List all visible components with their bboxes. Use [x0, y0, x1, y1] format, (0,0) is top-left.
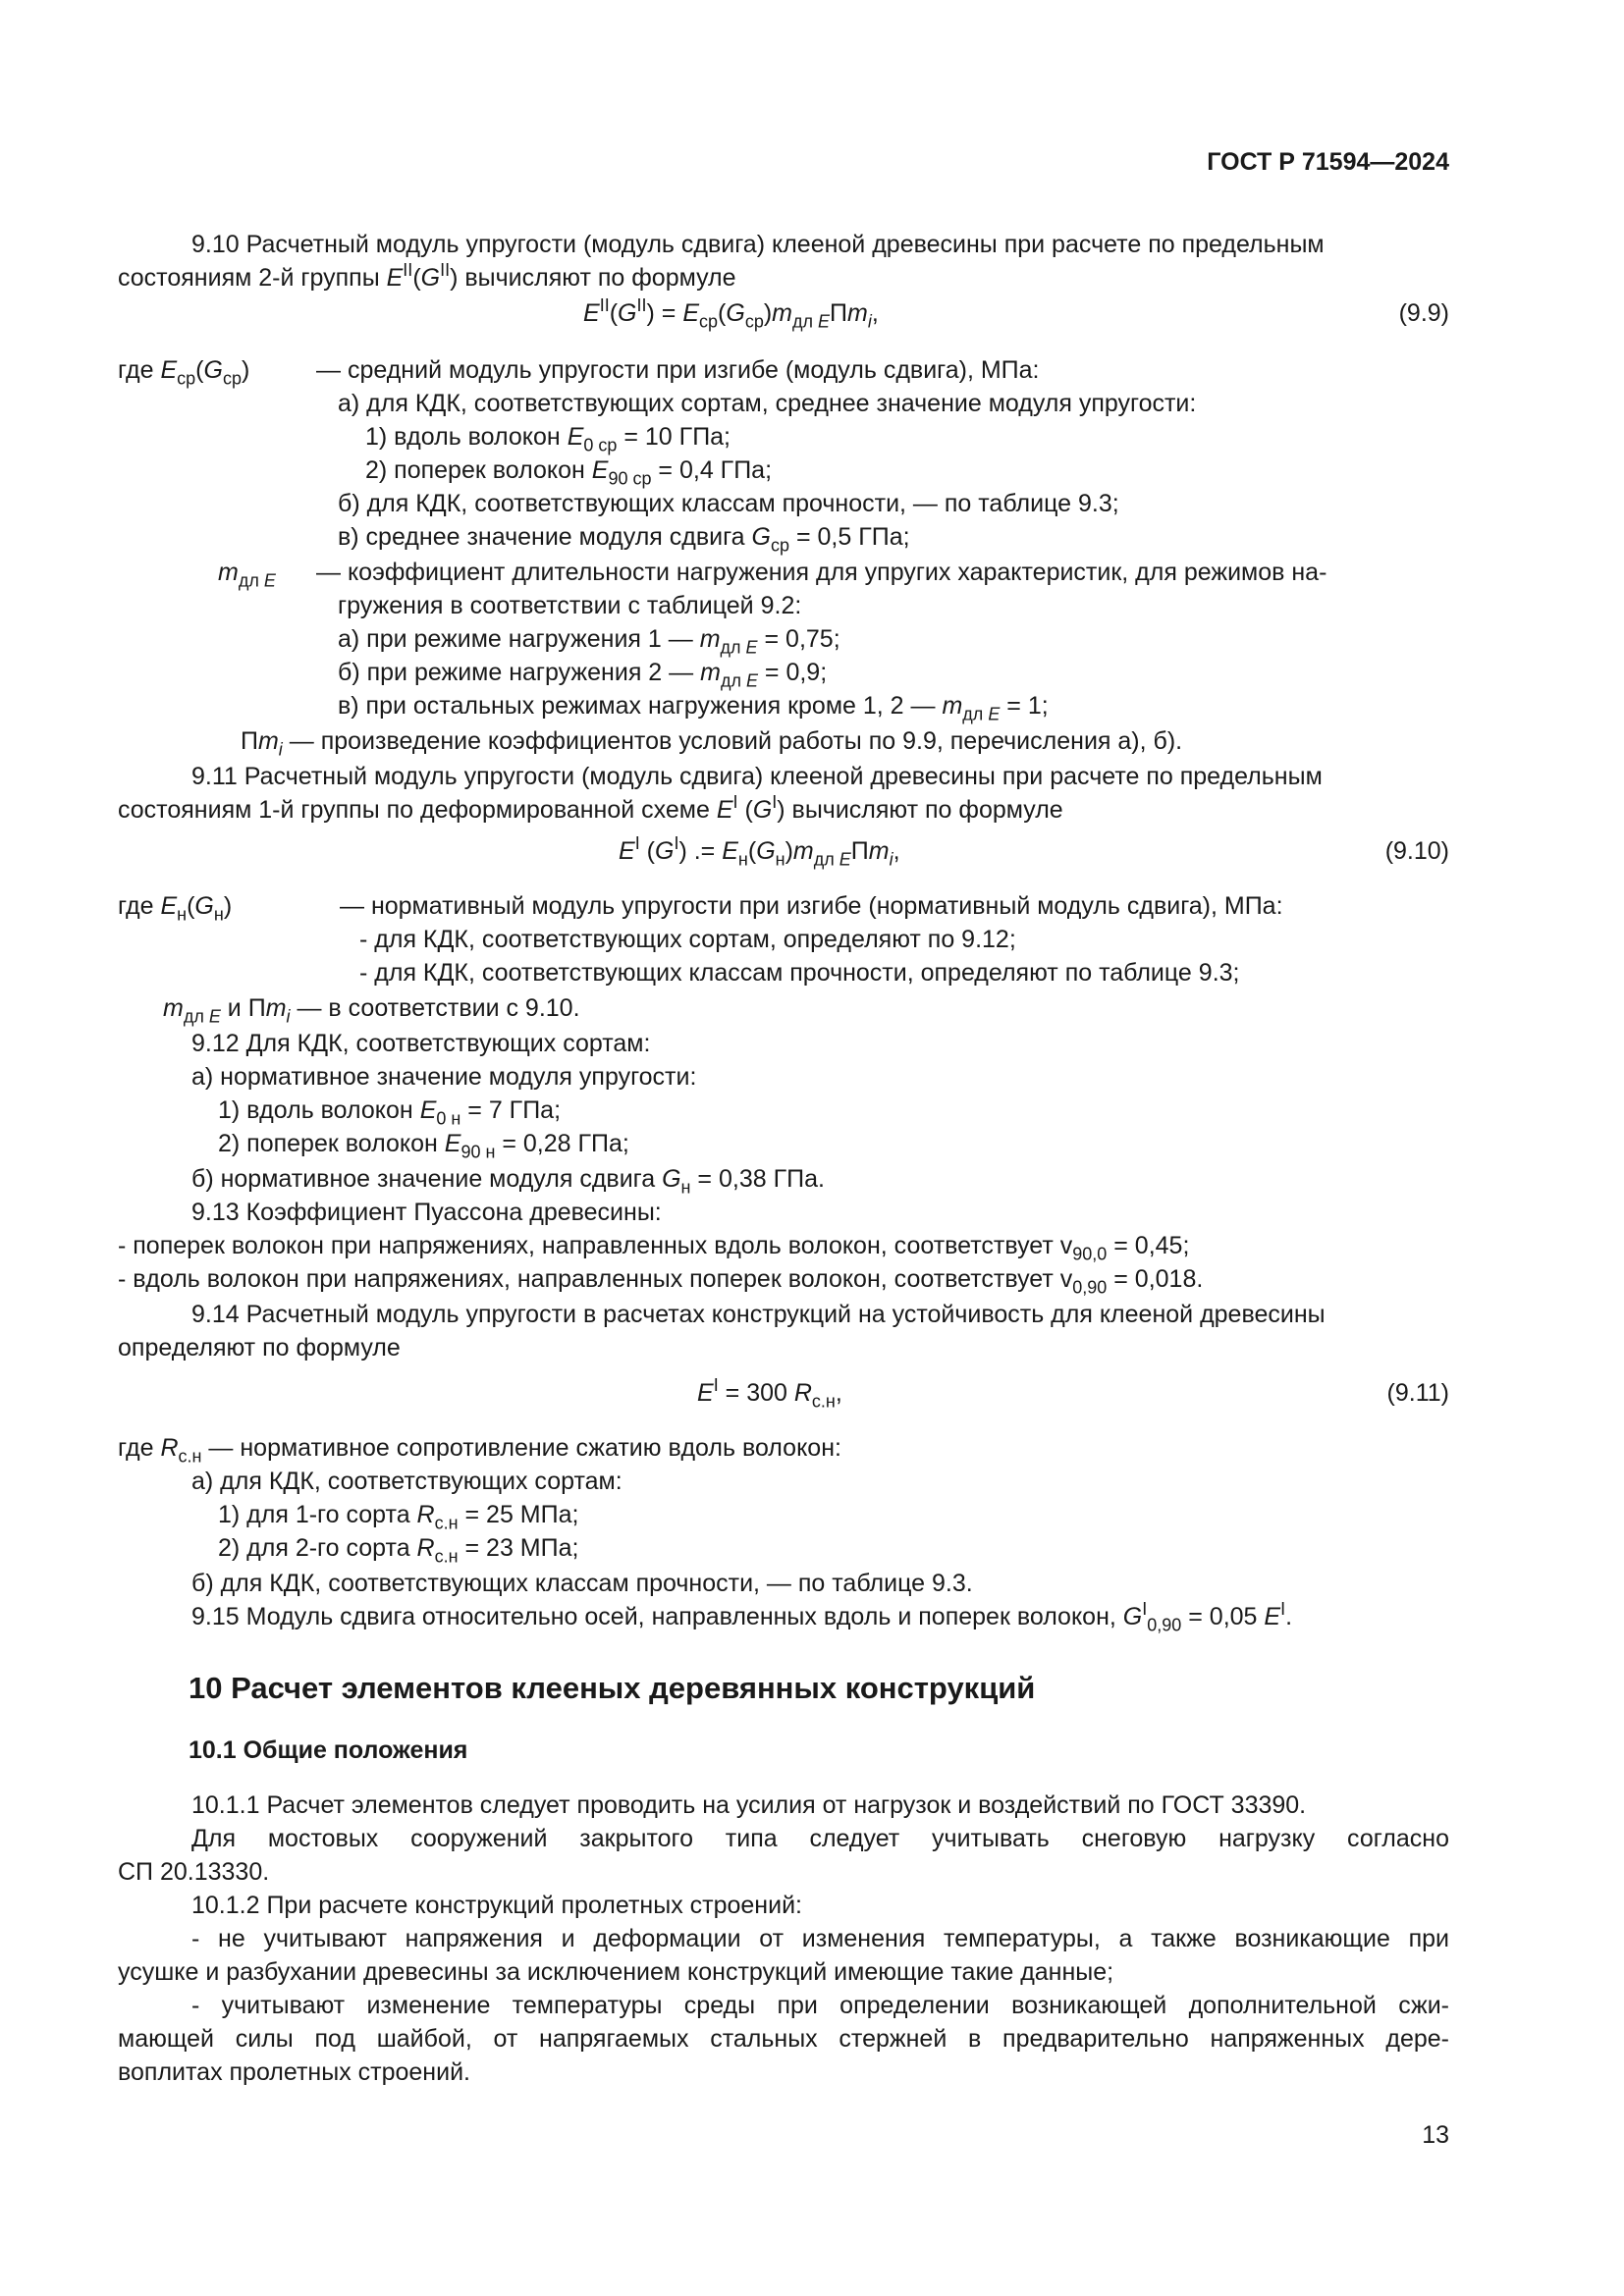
s911-def1a: - для КДК, соответствующих сортам, определяют по 9.12;	[359, 926, 1016, 953]
s10-p5-line1: - учитывают изменение температуры среды при определении возникающей дополнительной сжи-	[191, 1992, 1449, 2019]
s10-p5-line2: мающей силы под шайбой, от напрягаемых стальных стержней в предварительно напряженных дере-	[118, 2025, 1449, 2053]
s914-line1: 9.14 Расчетный модуль упругости в расчетах конструкций на устойчивость для клееной древесины	[191, 1301, 1326, 1328]
s10-p4-line1: - не учитывают напряжения и деформации от изменения температуры, а также возникающие при	[191, 1925, 1449, 1952]
s910-def2-cont: гружения в соответствии с таблицей 9.2:	[338, 592, 802, 619]
equation-number-9-9: (9.9)	[1398, 299, 1449, 327]
s912-line1: 9.12 Для КДК, соответствующих сортам:	[191, 1030, 651, 1057]
s910-def2: — коэффициент длительности нагружения для упругих характеристик, для режимов на-	[316, 559, 1327, 586]
section-10-title: 10 Расчет элементов клееных деревянных конструкций	[189, 1671, 1036, 1705]
s910-def1a1: 1) вдоль волокон $E_{0 ср} = 10$ ГПа;	[365, 423, 731, 455]
s913-a: - поперек волокон при напряжениях, направленных вдоль волокон, соответствует $v_{90,0} = 0,45$;	[118, 1232, 1190, 1264]
s914-b: б) для КДК, соответствующих классам прочности, — по таблице 9.3.	[191, 1570, 973, 1597]
s910-def2c: в) при остальных режимах нагружения кроме 1, 2 — $m_{дл E} = 1$;	[338, 692, 1049, 724]
s910-def1b: б) для КДК, соответствующих классам прочности, — по таблице 9.3;	[338, 490, 1119, 517]
s910-def2a: а) при режиме нагружения 1 — $m_{дл E} = 0,75$;	[338, 625, 840, 658]
s914-a: а) для КДК, соответствующих сортам:	[191, 1468, 623, 1495]
s10-p3: 10.1.2 При расчете конструкций пролетных строений:	[191, 1892, 802, 1919]
s10-p5-line3: воплитах пролетных строений.	[118, 2058, 470, 2086]
s911-line1: 9.11 Расчетный модуль упругости (модуль сдвига) клееной древесины при расчете по предельным	[191, 763, 1323, 790]
s10-p1: 10.1.1 Расчет элементов следует проводить на усилия от нагрузок и воздействий по ГОСТ 33390.	[191, 1791, 1307, 1819]
page-number: 13	[1422, 2121, 1449, 2149]
s912-a1: 1) вдоль волокон $E_{0 н} = 7$ ГПа;	[218, 1096, 562, 1129]
s911-def1b: - для КДК, соответствующих классам прочности, определяют по таблице 9.3;	[359, 959, 1240, 987]
formula-9-11: $E^I = 300$ $R_{с.н}$,	[697, 1375, 842, 1412]
s910-line1: 9.10 Расчетный модуль упругости (модуль сдвига) клееной древесины при расчете по предельным	[191, 231, 1325, 258]
s911-def1: — нормативный модуль упругости при изгибе (нормативный модуль сдвига), МПа:	[340, 892, 1283, 920]
s910-def1: — средний модуль упругости при изгибе (модуль сдвига), МПа:	[316, 356, 1040, 384]
s910-term2: $m_{дл E}$	[218, 559, 276, 591]
s10-p2-line1: Для мостовых сооружений закрытого типа следует учитывать снеговую нагрузку согласно	[191, 1825, 1449, 1852]
s910-def1a2: 2) поперек волокон $E_{90 ср} = 0,4$ ГПа;	[365, 456, 773, 489]
s10-p2-line2: СП 20.13330.	[118, 1858, 270, 1886]
doc-code-header: ГОСТ Р 71594—2024	[1207, 148, 1449, 176]
formula-9-10: $E^I$ $(G^I)$ .= $E_н(G_н)m_{дл E}Пm_i$,	[619, 833, 900, 870]
s910-def2b: б) при режиме нагружения 2 — $m_{дл E} = 0,9$;	[338, 659, 828, 691]
s912-b: б) нормативное значение модуля сдвига $G_н = 0,38$ ГПа.	[191, 1165, 825, 1198]
s911-where: где $E_н(G_н)$	[118, 892, 233, 925]
s910-def1c: в) среднее значение модуля сдвига $G_{ср} = 0,5$ ГПа;	[338, 523, 910, 556]
s10-p4-line2: усушке и разбухании древесины за исключением конструкций имеющие такие данные;	[118, 1958, 1114, 1986]
s912-a2: 2) поперек волокон $E_{90 н} = 0,28$ ГПа;	[218, 1130, 629, 1162]
s914-def1: где $R_{с.н}$ — нормативное сопротивление сжатию вдоль волокон:	[118, 1434, 841, 1467]
s913-b: - вдоль волокон при напряжениях, направленных поперек волокон, соответствует $v_{0,90} = 0,018$.	[118, 1265, 1204, 1298]
s915-line: 9.15 Модуль сдвига относительно осей, направленных вдоль и поперек волокон, $G^I_{0,90} = 0,05$ $E^I$.	[191, 1599, 1293, 1635]
equation-number-9-10: (9.10)	[1384, 837, 1449, 865]
s911-line2: состояниям 1-й группы по деформированной схеме $E^I$ $(G^I)$ вычисляют по формуле	[118, 792, 1063, 824]
s910-where: где $E_{ср}(G_{ср})$	[118, 356, 250, 389]
s914-a1: 1) для 1-го сорта $R_{с.н} = 25$ МПа;	[218, 1501, 579, 1533]
s910-line2: состояниям 2-й группы $E^{II}(G^{II})$ вычисляют по формуле	[118, 260, 736, 292]
s910-def3: $Пm_i$ — произведение коэффициентов условий работы по 9.9, перечисления а), б).	[241, 727, 1183, 760]
s914-line2: определяют по формуле	[118, 1334, 401, 1362]
formula-9-9: $E^{II}(G^{II}) = E_{ср}(G_{ср})m_{дл E}Пm_i$,	[583, 295, 879, 332]
s914-a2: 2) для 2-го сорта $R_{с.н} = 23$ МПа;	[218, 1534, 579, 1567]
s912-a: а) нормативное значение модуля упругости:	[191, 1063, 697, 1091]
equation-number-9-11: (9.11)	[1386, 1379, 1449, 1407]
s913-line1: 9.13 Коэффициент Пуассона древесины:	[191, 1199, 662, 1226]
s911-def2: $m_{дл E}$ и $Пm_i$ — в соответствии с 9.10.	[163, 994, 580, 1027]
subsection-10-1-title: 10.1 Общие положения	[189, 1736, 468, 1764]
s910-def1a: а) для КДК, соответствующих сортам, среднее значение модуля упругости:	[338, 390, 1197, 417]
